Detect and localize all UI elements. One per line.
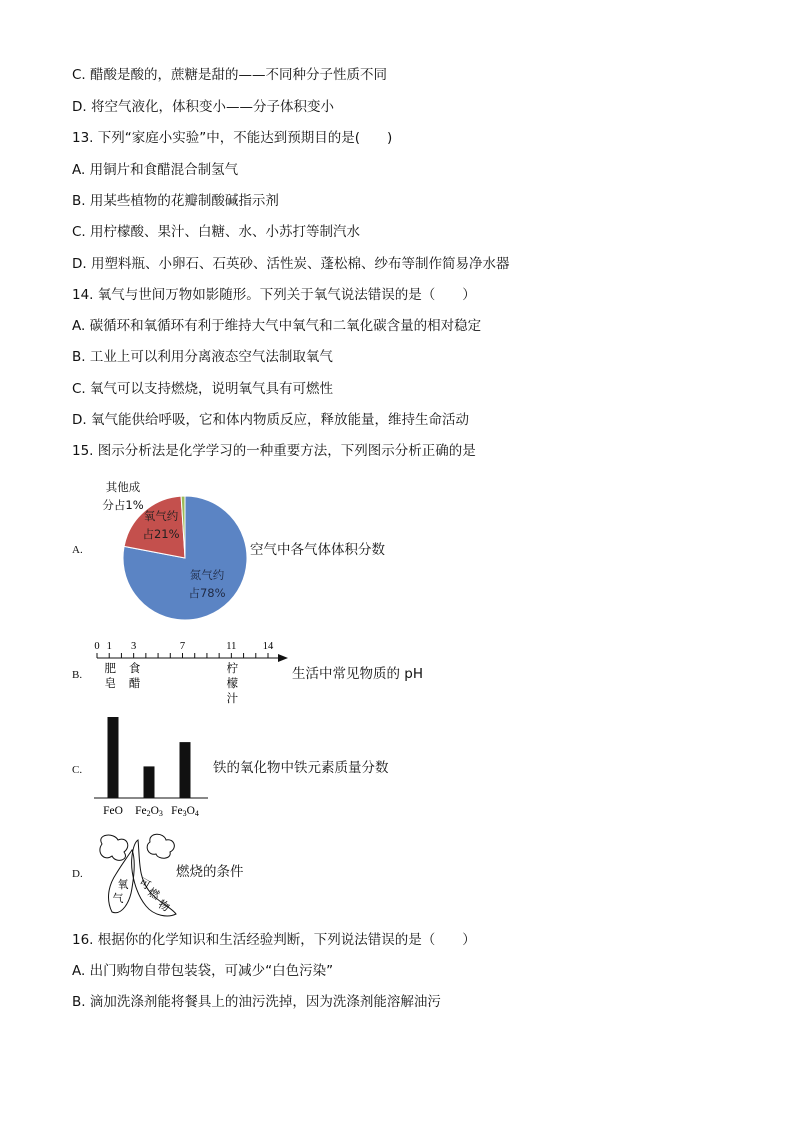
pie-chart-air — [95, 478, 255, 628]
ph-axis-arrow-icon — [278, 654, 288, 662]
question-16: 16. 根据你的化学知识和生活经验判断，下列说法错误的是（ ） — [72, 932, 476, 948]
pie-label-2-1: 分占1% — [102, 498, 144, 512]
option-14d: D. 氧气能供给呼吸，它和体内物质反应，释放能量，维持生命活动 — [72, 412, 469, 428]
pie-label-1-0: 氧气约 — [143, 509, 179, 523]
left-cloud-shape — [100, 835, 128, 860]
bar-Fe2O3 — [144, 766, 155, 798]
ph-marker-1-char-1: 醋 — [128, 676, 141, 690]
ph-marker-0-char-1: 皂 — [104, 676, 116, 690]
option-15a-label: A. — [72, 544, 83, 556]
bar-label-Fe2O3: Fe2O3 — [135, 805, 163, 818]
option-15b-caption: 生活中常见物质的 pH — [292, 666, 424, 682]
option-15d-caption: 燃烧的条件 — [176, 864, 244, 880]
option-13a: A. 用铜片和食醋混合制氢气 — [72, 162, 239, 178]
option-14b: B. 工业上可以利用分离液态空气法制取氧气 — [72, 349, 333, 365]
option-13b: B. 用某些植物的花瓣制酸碱指示剂 — [72, 193, 279, 209]
pie-label-2-0: 其他成 — [105, 480, 141, 494]
bar-label-FeO: FeO — [103, 805, 123, 817]
option-15c-caption: 铁的氧化物中铁元素质量分数 — [213, 760, 389, 776]
diagram-left-char-0: 氧 — [117, 878, 129, 891]
option-16b: B. 滴加洗涤剂能将餐具上的油污洗掉，因为洗涤剂能溶解油污 — [72, 994, 441, 1010]
diagram-left-char-1: 气 — [112, 892, 124, 905]
ph-marker-2-char-1: 檬 — [226, 676, 239, 690]
pie-label-0-0: 氮气约 — [189, 568, 225, 582]
ph-tick-label-1: 1 — [106, 641, 112, 652]
diagram-right-char-1: 燃 — [145, 885, 162, 903]
pie-label-1-1: 占21% — [142, 527, 180, 541]
option-14c: C. 氧气可以支持燃烧，说明氧气具有可燃性 — [72, 381, 334, 397]
right-cloud-shape — [147, 834, 174, 858]
ph-tick-label-0: 0 — [94, 641, 100, 652]
ph-tick-label-14: 14 — [262, 641, 274, 652]
option-15a-caption: 空气中各气体体积分数 — [250, 542, 385, 558]
question-15: 15. 图示分析法是化学学习的一种重要方法，下列图示分析正确的是 — [72, 443, 476, 459]
bar-chart-iron-oxides — [90, 708, 215, 823]
ph-marker-1-char-0: 食 — [128, 661, 141, 675]
ph-number-line — [88, 636, 293, 716]
bar-FeO — [108, 717, 119, 798]
ph-marker-2-char-2: 汁 — [226, 691, 239, 705]
option-15b-label: B. — [72, 669, 83, 681]
diagram-right-char-2: 物 — [155, 897, 172, 915]
option-13c: C. 用柠檬酸、果汁、白糖、水、小苏打等制汽水 — [72, 224, 361, 240]
question-13: 13. 下列“家庭小实验”中，不能达到预期目的是( ) — [72, 130, 393, 146]
option-13d: D. 用塑料瓶、小卵石、石英砂、活性炭、蓬松棉、纱布等制作简易净水器 — [72, 256, 510, 272]
option-15d-label: D. — [72, 868, 83, 880]
ph-tick-label-3: 3 — [131, 641, 137, 652]
option-12d: D. 将空气液化，体积变小——分子体积变小 — [72, 99, 334, 115]
diagram-right-char-0: 可 — [136, 875, 153, 893]
bar-label-Fe3O4: Fe3O4 — [171, 805, 199, 818]
option-16a: A. 出门购物自带包装袋，可减少“白色污染” — [72, 963, 334, 979]
ph-marker-2-char-0: 柠 — [226, 661, 239, 675]
combustion-diagram — [92, 830, 182, 920]
ph-tick-label-11: 11 — [226, 641, 237, 652]
ph-marker-0-char-0: 肥 — [104, 661, 116, 675]
option-12c: C. 醋酸是酸的，蔗糖是甜的——不同种分子性质不同 — [72, 67, 388, 83]
option-15c-label: C. — [72, 764, 83, 776]
question-14: 14. 氧气与世间万物如影随形。下列关于氧气说法错误的是（ ） — [72, 287, 476, 303]
ph-tick-label-7: 7 — [179, 641, 186, 652]
pie-label-0-1: 占78% — [188, 586, 226, 600]
option-14a: A. 碳循环和氧循环有利于维持大气中氧气和二氧化碳含量的相对稳定 — [72, 318, 482, 334]
bar-Fe3O4 — [180, 742, 191, 798]
